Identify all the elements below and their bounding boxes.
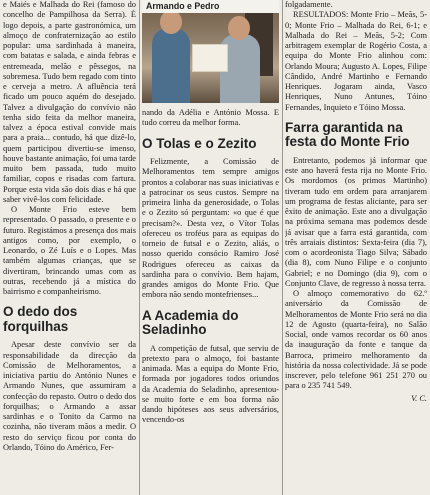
paragraph: nando da Adélia e António Mossa. E tudo correu da melhor forma. (142, 108, 279, 128)
section-heading: A Academia do Seladinho (142, 307, 239, 337)
paragraph: Felizmente, a Comissão de Melhoramentos tem sempre amigos prontos a colaborar nas suas iniciativas e a patrocinar os seus custos. Sempre na primeira linha da generosidade, o Tolas e o Zezito só perguntam: «o que é que precisam?». Desta vez, o Vítor Tolas ofereceu os troféus para as equipas do torneio de futsal e o Zezito, aliás, o nosso querido consócio Ramiro José Rodrigues ofereceu as caixas da sardinha para o convívio. Bem hajam, grandes amigos do Monte Frio. Que embora não sendo montefrienses... (142, 157, 279, 300)
column-rule-2 (282, 0, 283, 495)
paragraph: Apesar deste convívio ser da responsabilidade da direcção da Comissão de Melhoramentos, a iniciativa partiu do António Nunes e Armando Nunes, que assumiram a confecção do repasto. Outro o dedo dos forquilhas; o Armando a assar sardinhas e o Tonito da Carmo na cozinha, não tiveram mãos a medir. O resto do serviço ficou por conta do Orlando, Tóino do Américo, Fer- (3, 340, 136, 452)
paragraph: e Maiés e Malhada do Rei (famoso do concelho de Pampilhosa da Serra). É logo depois, a parte gastronómica, um almoço de confraternização ao estilo popular: uma sardinhada à maneira, com batatas e salada, e ainda febras e entremeada, melão e pêssegos, na sobremesa. Tudo bem regado com tinto e cerveja a metro. A afluência terá ficado um pouco aquém do desejado. Talvez a divulgação do convívio não tenha sido feita da melhor maneira, talvez a época estival convide mais para a praia... contudo, há que dizê-lo, quem participou divertiu-se imenso, houve bastante animação, foi uma tarde muito bem passada, tudo muito familiar, copos e risadas com fartura. Porque esta vida são dois dias e há que saber vivê-los com felicidade. (3, 0, 136, 204)
section-heading: O dedo dos forquilhas (3, 304, 78, 334)
paragraph: Entretanto, podemos já informar que este ano haverá festa rija no Monte Frio. Os mordomos (os primos Martinho) tiveram tudo em ordem para arranjarem um programa de festas aliciante, para ser êxito de animação. Este ano a divulgação na próxima semana mas podemos desde já avisar que a farra está garantida, com três arraiais distintos: Sexta-feira (dia 7), com o acordeonista Tiago Silva; Sábado (dia 8), com Nuno Filipe e o conjunto Gabriel; e no Domingo (dia 9), com o Conjunto Clave, de regresso à nossa terra. (285, 155, 427, 288)
paragraph: O Monte Frio esteve bem representado. O passado, o presente e o futuro. Registámos a presença dos mais antigos como, por exemplo, o Leonardo, o Zé Luís e o Lopes. Mas também algumas crianças, que se divertiram, brincando umas com as outras, recebendo já a mística do bairrismo e companheirismo. (3, 205, 136, 296)
photo-armando-pedro (142, 0, 279, 103)
column-rule-1 (139, 0, 140, 495)
paragraph: folgadamente. (285, 0, 333, 9)
paragraph: O almoço comemorativo do 62.º aniversário da Comissão de Melhoramentos de Monte Frio será no dia 12 de Agosto (quarta-feira), no Salão Social, onde vamos recordar os 60 anos da inauguração da fonte e tanque da Barroca, primeiro melhoramento da história da nossa colectividade. Já se pode inscrever, pelo telefone 961 251 270 ou para o 235 741 549. (285, 289, 427, 391)
photo-caption: Armando e Pedro (142, 0, 279, 13)
col1-intro (3, 0, 136, 297)
section-heading: O Tolas e o Zezito (142, 135, 257, 151)
section-heading: Farra garantida na festa do Monte Frio (285, 119, 410, 150)
column-1 (3, 0, 136, 495)
column-2 (142, 0, 279, 495)
paragraph: A competição de futsal, que serviu de pretexto para o almoço, foi bastante animada. Mas a equipa do Monte Frio, formada por jogadores todos oriundos da Academia do Seladinho, apresentou-se muito forte e em boa forma não dando hipóteses aos seus adversários, vencendo-os (142, 343, 279, 425)
author-signature: V. C. (411, 393, 427, 403)
column-3 (285, 0, 427, 495)
paragraph: RESULTADOS: Monte Frio – Meãs, 5-0; Monte Frio – Malhada do Rei, 6-1; e Malhada do Rei – Meãs, 5-2; Com arbitragem exemplar de Rogério Costa, a equipa do Monte Frio alinhou com: Orlando Moura; Augusto A. Lopes, Filipe Cândido, André Martinho e Fernando Henriques. Jogaram ainda, Vasco Henriques, Nuno Antunes, Tóino Fernandes, Inquieto e Tóino Mossa. (285, 10, 427, 112)
